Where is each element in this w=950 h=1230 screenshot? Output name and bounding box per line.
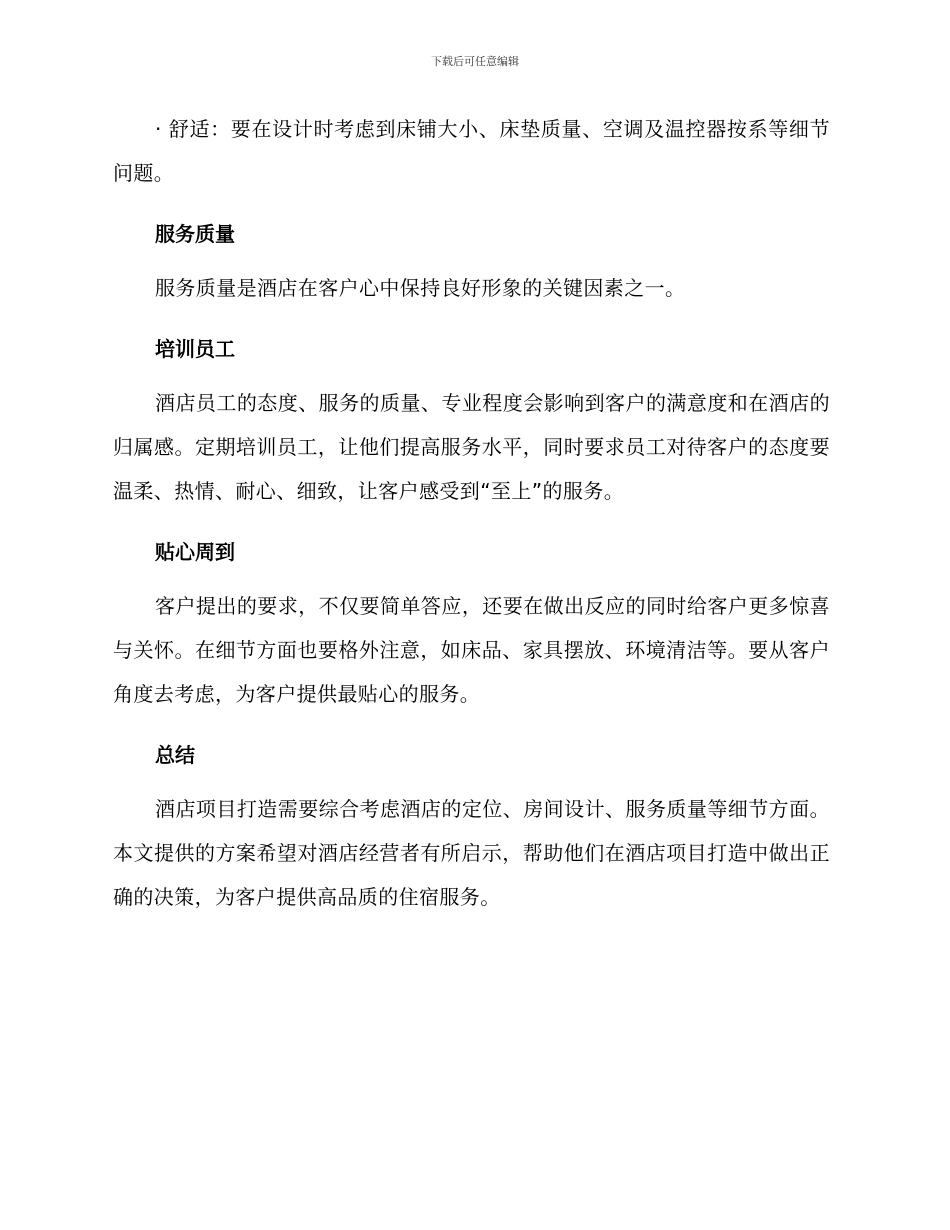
heading-thoughtful-service: 贴心周到 [155,540,235,564]
heading-staff-training: 培训员工 [155,337,235,361]
paragraph-service-quality: 服务质量是酒店在客户心中保持良好形象的关键因素之一。 [155,276,686,300]
paragraph-thoughtful-service: 客户提出的要求，不仅要简单答应，还要在做出反应的同时给客户更多惊喜与关怀。在细节方面也要格外注意，如床品、家具摆放、环境清洁等。要从客户角度去考虑，为客户提供最贴心的服务。 [113,594,830,706]
paragraph-staff-training: 酒店员工的态度、服务的质量、专业程度会影响到客户的满意度和在酒店的归属感。定期培训员工，让他们提高服务水平，同时要求员工对待客户的态度要温柔、热情、耐心、细致，让客户感受到“至上”的服务。 [113,391,830,503]
paragraph-summary: 酒店项目打造需要综合考虑酒店的定位、房间设计、服务质量等细节方面。本文提供的方案希望对酒店经营者有所启示，帮助他们在酒店项目打造中做出正确的决策，为客户提供高品质的住宿服务。 [113,797,830,909]
document-body [113,107,830,919]
paragraph-comfort: · 舒适：要在设计时考虑到床铺大小、床垫质量、空调及温控器按系等细节问题。 [113,117,830,185]
page-header-note: 下载后可任意编辑 [431,55,519,68]
heading-summary: 总结 [155,743,195,767]
heading-service-quality: 服务质量 [155,222,235,246]
